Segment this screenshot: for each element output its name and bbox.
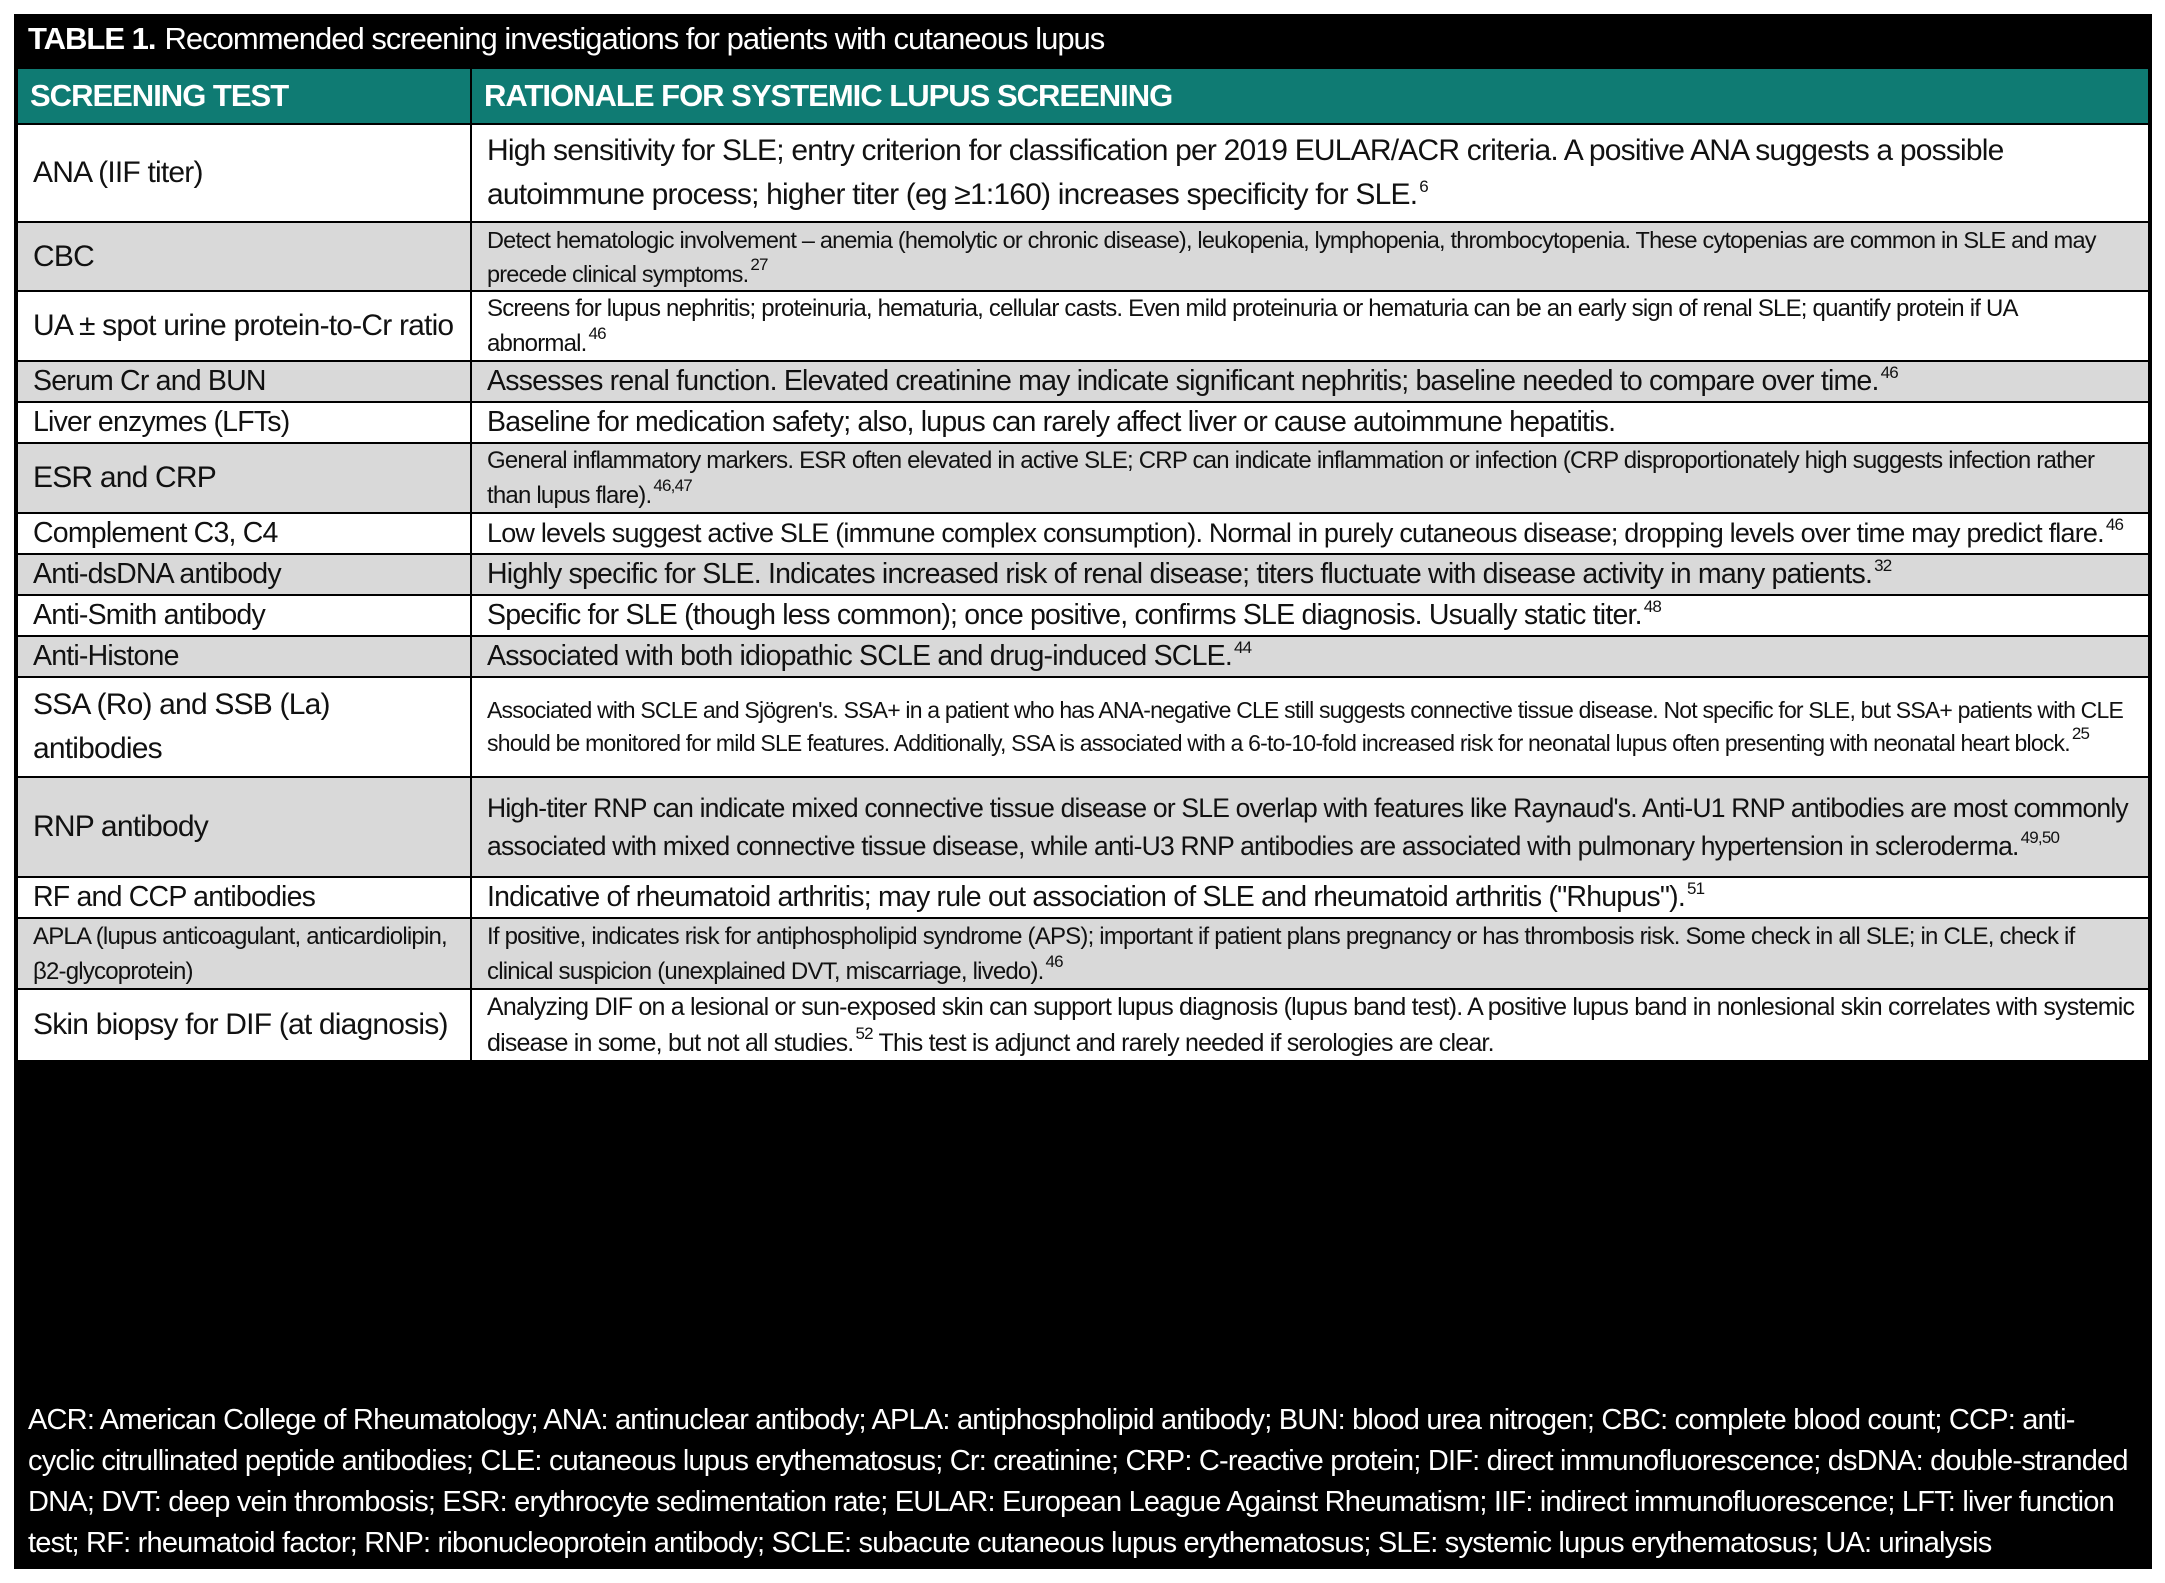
- rationale-cell: [470, 514, 2148, 553]
- rationale-text: Low levels suggest active SLE (immune complex consumption). Normal in purely cutaneous disease; dropping levels over time may predict flare.: [487, 518, 2104, 548]
- rationale-wrapper: [487, 361, 1898, 402]
- rationale-cell: [470, 403, 2148, 442]
- rationale-text: Specific for SLE (though less common); once positive, confirms SLE diagnosis. Usually static titer.: [487, 599, 1642, 631]
- screening-test-cell: [18, 444, 468, 512]
- rationale-wrapper: [487, 694, 2138, 760]
- rationale-text: Assesses renal function. Elevated creatinine may indicate significant nephritis; baseline needed to compare over time.: [487, 365, 1879, 397]
- rationale-text: High sensitivity for SLE; entry criterion for classification per 2019 EULAR/ACR criteria. A positive ANA suggests a possible autoimmune process; higher titer (eg ≥1:160) increases specificity for SLE.: [487, 134, 2004, 211]
- table-row: [18, 125, 2148, 221]
- screening-test-text: RNP antibody: [33, 810, 208, 843]
- rationale-text-continued: This test is adjunct and rarely needed if serologies are clear.: [872, 1029, 1494, 1057]
- table-title: Recommended screening investigations for patients with cutaneous lupus: [164, 21, 1105, 56]
- rationale-text: If positive, indicates risk for antiphospholipid syndrome (APS); important if patient plans pregnancy or has thrombosis risk. Some check in all SLE; in CLE, check if clinical suspicion (unexplained DVT, miscarriage, livedo).: [487, 922, 2075, 985]
- screening-test-cell: [18, 778, 468, 876]
- reference-superscript: 46: [588, 324, 606, 343]
- rationale-cell: [470, 919, 2148, 988]
- rationale-cell: [470, 637, 2148, 676]
- screening-test-cell: [18, 514, 468, 553]
- table-title-bar: [14, 14, 2152, 64]
- screening-test-text: CBC: [33, 239, 94, 273]
- screening-test-text: RF and CCP antibodies: [33, 881, 316, 913]
- header-screening-test: SCREENING TEST: [30, 78, 289, 113]
- rationale-text: Screens for lupus nephritis; proteinuria, hematuria, cellular casts. Even mild proteinuria or hematuria can be an early sign of renal SLE; quantify protein if UA abnormal.: [487, 295, 2017, 357]
- rationale-cell: [470, 292, 2148, 360]
- rationale-cell: [470, 990, 2148, 1060]
- screening-test-cell: [18, 878, 468, 917]
- table-row: [18, 596, 2148, 635]
- table-row: [18, 778, 2148, 876]
- screening-test-text: ANA (IIF titer): [33, 156, 203, 189]
- screening-test-text: Anti-Smith antibody: [33, 599, 265, 631]
- reference-superscript: 27: [750, 254, 768, 274]
- screening-test-text: Serum Cr and BUN: [33, 365, 266, 397]
- table-row: [18, 223, 2148, 290]
- rationale-wrapper: [487, 595, 1661, 636]
- reference-superscript: 25: [2071, 724, 2090, 743]
- screening-test-cell: [18, 292, 468, 360]
- rationale-text: Baseline for medication safety; also, lupus can rarely affect liver or cause autoimmune hepatitis.: [487, 406, 1616, 438]
- rationale-text: Highly specific for SLE. Indicates increased risk of renal disease; titers fluctuate with disease activity in many patients.: [487, 558, 1873, 590]
- rationale-wrapper: [487, 919, 2138, 989]
- table-label: TABLE 1.: [28, 21, 156, 56]
- rationale-cell: [470, 778, 2148, 876]
- screening-test-cell: [18, 125, 468, 221]
- rationale-text: Analyzing DIF on a lesional or sun-exposed skin can support lupus diagnosis (lupus band test). A positive lupus band in nonlesional skin correlates with systemic disease in some, but not all studies.: [487, 993, 2135, 1057]
- table-row: [18, 444, 2148, 512]
- rationale-cell: [470, 223, 2148, 290]
- rationale-wrapper: [487, 129, 2138, 217]
- rationale-wrapper: [487, 636, 1251, 677]
- reference-superscript: 44: [1233, 638, 1252, 657]
- table-row: [18, 292, 2148, 360]
- rationale-wrapper: [487, 789, 2138, 865]
- rationale-text: General inflammatory markers. ESR often elevated in active SLE; CRP can indicate inflammation or infection (CRP disproportionately high suggests infection rather than lupus flare).: [487, 447, 2095, 509]
- table-row: [18, 403, 2148, 442]
- reference-superscript: 46: [1045, 951, 1063, 971]
- reference-superscript: 32: [1874, 556, 1892, 575]
- screening-test-text: Liver enzymes (LFTs): [33, 406, 290, 438]
- table-row: [18, 919, 2148, 988]
- table-row: [18, 878, 2148, 917]
- screening-test-cell: [18, 919, 468, 988]
- screening-test-cell: [18, 555, 468, 594]
- screening-test-text: ESR and CRP: [33, 461, 216, 494]
- screening-test-cell: [18, 637, 468, 676]
- rationale-wrapper: [487, 514, 2123, 553]
- reference-superscript: 46,47: [653, 476, 692, 495]
- screening-test-cell: [18, 403, 468, 442]
- rationale-text: High-titer RNP can indicate mixed connective tissue disease or SLE overlap with features like Raynaud's. Anti-U1 RNP antibodies are most commonly associated with mixed connective tissue disease, while anti-U3 RNP antibodies are associated with pulmonary hypertension in scleroderma.: [487, 793, 2128, 861]
- screening-test-text: Skin biopsy for DIF (at diagnosis): [33, 1008, 448, 1041]
- table-row: [18, 362, 2148, 401]
- reference-superscript: 46: [2105, 515, 2124, 534]
- rationale-cell: [470, 125, 2148, 221]
- rationale-cell: [470, 362, 2148, 401]
- rationale-wrapper: [487, 443, 2138, 513]
- header-rationale: RATIONALE FOR SYSTEMIC LUPUS SCREENING: [470, 69, 2148, 123]
- rationale-cell: [470, 678, 2148, 776]
- rationale-cell: [470, 444, 2148, 512]
- screening-test-cell: [18, 223, 468, 290]
- table-row: [18, 514, 2148, 553]
- reference-superscript: 6: [1419, 177, 1428, 196]
- table-row: [18, 555, 2148, 594]
- table-frame: [14, 14, 2152, 1569]
- table-row: [18, 678, 2148, 776]
- rationale-wrapper: [487, 402, 1615, 443]
- rationale-wrapper: [487, 877, 1704, 918]
- table-row: [18, 637, 2148, 676]
- screening-test-cell: [18, 678, 468, 776]
- rationale-wrapper: [487, 291, 2138, 361]
- rationale-wrapper: [487, 989, 2138, 1061]
- rationale-text: Associated with both idiopathic SCLE and drug-induced SCLE.: [487, 640, 1232, 672]
- screening-test-text: APLA (lupus anticoagulant, anticardiolipin, β2-glycoprotein): [33, 922, 447, 985]
- rationale-cell: [470, 878, 2148, 917]
- reference-superscript: 52: [855, 1024, 873, 1043]
- rationale-text: Indicative of rheumatoid arthritis; may rule out association of SLE and rheumatoid arthritis ("Rhupus").: [487, 881, 1685, 913]
- reference-superscript: 51: [1686, 879, 1705, 898]
- rationale-text: Detect hematologic involvement – anemia (hemolytic or chronic disease), leukopenia, lymphopenia, thrombocytopenia. These cytopenias are common in SLE and may precede clinical symptoms.: [487, 226, 2096, 287]
- screening-test-text: SSA (Ro) and SSB (La) antibodies: [33, 688, 330, 765]
- screening-test-cell: [18, 596, 468, 635]
- rationale-cell: [470, 555, 2148, 594]
- reference-superscript: 48: [1643, 597, 1662, 616]
- screening-test-text: Anti-dsDNA antibody: [33, 558, 281, 590]
- reference-superscript: 46: [1880, 363, 1898, 382]
- screening-test-text: Complement C3, C4: [33, 517, 278, 549]
- table-row: [18, 990, 2148, 1060]
- rationale-text: Associated with SCLE and Sjögren's. SSA+ in a patient who has ANA-negative CLE still suggests connective tissue disease. Not specific for SLE, but SSA+ patients with CLE should be monitored for mild SLE features. Additionally, SSA is associated with a 6-to-10-fold increased risk for neonatal lupus often presenting with neonatal heart block.: [487, 697, 2124, 756]
- rationale-wrapper: [487, 223, 2138, 291]
- table-header-row: [18, 69, 2148, 123]
- rationale-wrapper: [487, 554, 1891, 595]
- rationale-cell: [470, 596, 2148, 635]
- table-footnote: ACR: American College of Rheumatology; ANA: antinuclear antibody; APLA: antiphospholipid antibody; BUN: blood urea nitrogen; CBC: complete blood count; CCP: anti-cyclic citrullinated peptide antibodies; CLE: cutaneous lupus erythematosus; Cr: creatinine; CRP: C-reactive protein; DIF: direct immunofluorescence; dsDNA: double-stranded DNA; DVT: deep vein thrombosis; ESR: erythrocyte sedimentation rate; EULAR: European League Against Rheumatism; IIF: indirect immunofluorescence; LFT: liver function test; RF: rheumatoid factor; RNP: ribonucleoprotein antibody; SCLE: subacute cutaneous lupus erythematosus; SLE: systemic lupus erythematosus; UA: urinalysis: [14, 1395, 2152, 1569]
- reference-superscript: 49,50: [2020, 828, 2060, 847]
- screening-test-cell: [18, 990, 468, 1060]
- screening-test-text: UA ± spot urine protein-to-Cr ratio: [33, 309, 454, 342]
- screening-test-cell: [18, 362, 468, 401]
- screening-test-text: Anti-Histone: [33, 640, 179, 672]
